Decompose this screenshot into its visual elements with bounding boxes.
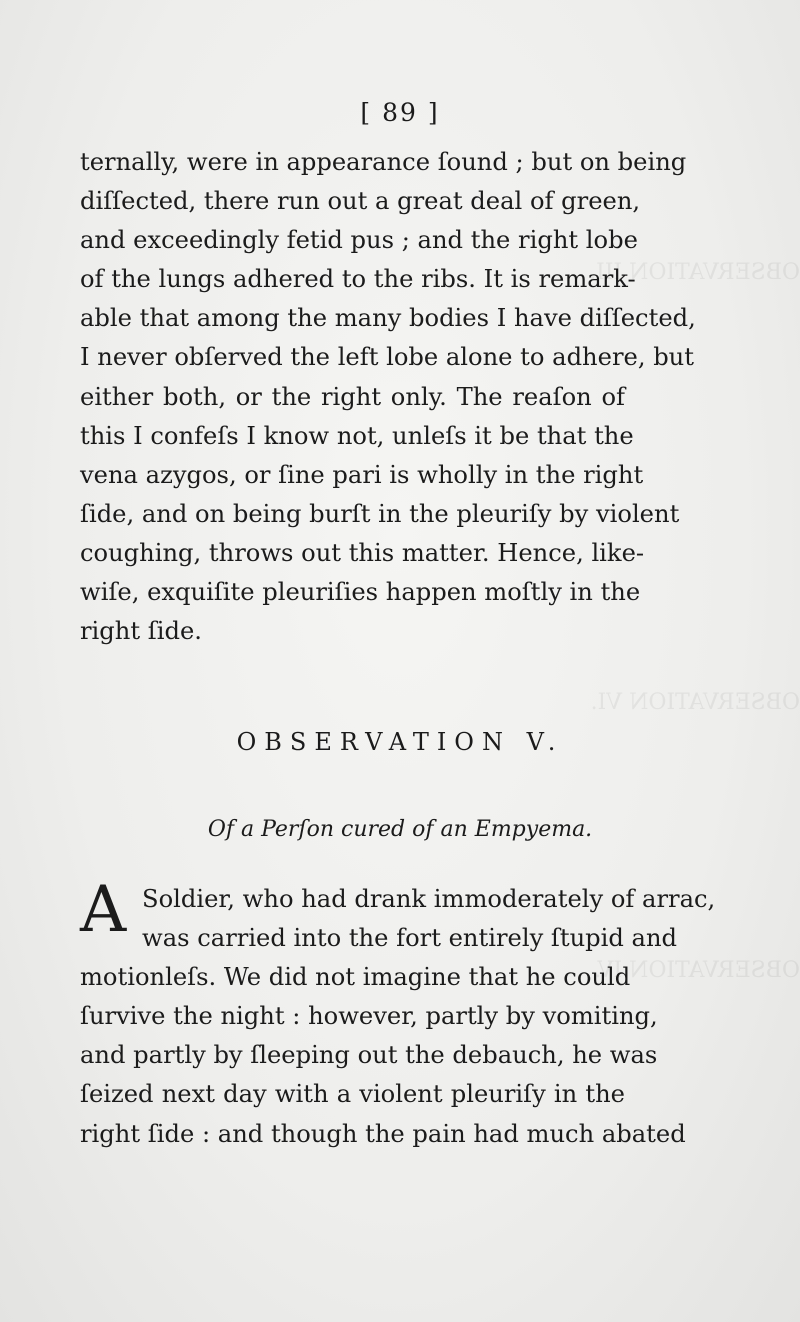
text-line: ternally, were in appearance ſound ; but on being [80,148,687,176]
text-line: Soldier, who had drank immoderately of arrac, [142,885,716,913]
text-line: this I confeſs I know not, unleſs it be that the [80,421,634,450]
observation-heading: OBSERVATION V. [236,728,564,756]
page-number: [ 89 ] [360,98,440,127]
text-line: right ſide : and though the pain had much abated [80,1119,686,1148]
text-line: either both, or the right only. The reaſon of [80,382,625,411]
text-line: diſſected, there run out a great deal of green, [80,187,641,216]
text-line: right ſide. [80,617,202,646]
text-line: motionleſs. We did not imagine that he could [80,963,631,992]
bleed-through-text: OBSERVATION IV. [594,958,800,983]
text-line: and partly by ſleeping out the debauch, he was [80,1041,658,1070]
bleed-through-text: OBSERVATION VI. [590,690,800,715]
text-line: coughing, throws out this matter. Hence, like- [80,538,645,567]
text-line: was carried into the fort entirely ſtupid and [142,924,678,953]
text-line: ſeized next day with a violent pleuriſy in the [80,1080,625,1109]
text-line: and exceedingly fetid pus ; and the right lobe [80,226,638,255]
text-line: ſide, and on being burſt in the pleuriſy by violent [80,499,680,528]
observation-subtitle: Of a Perſon cured of an Empyema. [207,817,593,842]
bleed-through-text: OBSERVATION III. [589,260,800,285]
text-line: of the lungs adhered to the ribs. It is remark- [80,265,636,294]
drop-cap: A [80,873,127,947]
text-line: ſurvive the night : however, partly by vomiting, [80,1002,658,1031]
text-line: vena azygos, or ſine pari is wholly in the right [80,460,644,489]
text-line: wiſe, exquiſite pleuriſies happen moſtly in the [80,578,641,607]
text-line: I never obſerved the left lobe alone to adhere, but [80,343,694,372]
text-line: able that among the many bodies I have diſſected, [80,304,696,333]
